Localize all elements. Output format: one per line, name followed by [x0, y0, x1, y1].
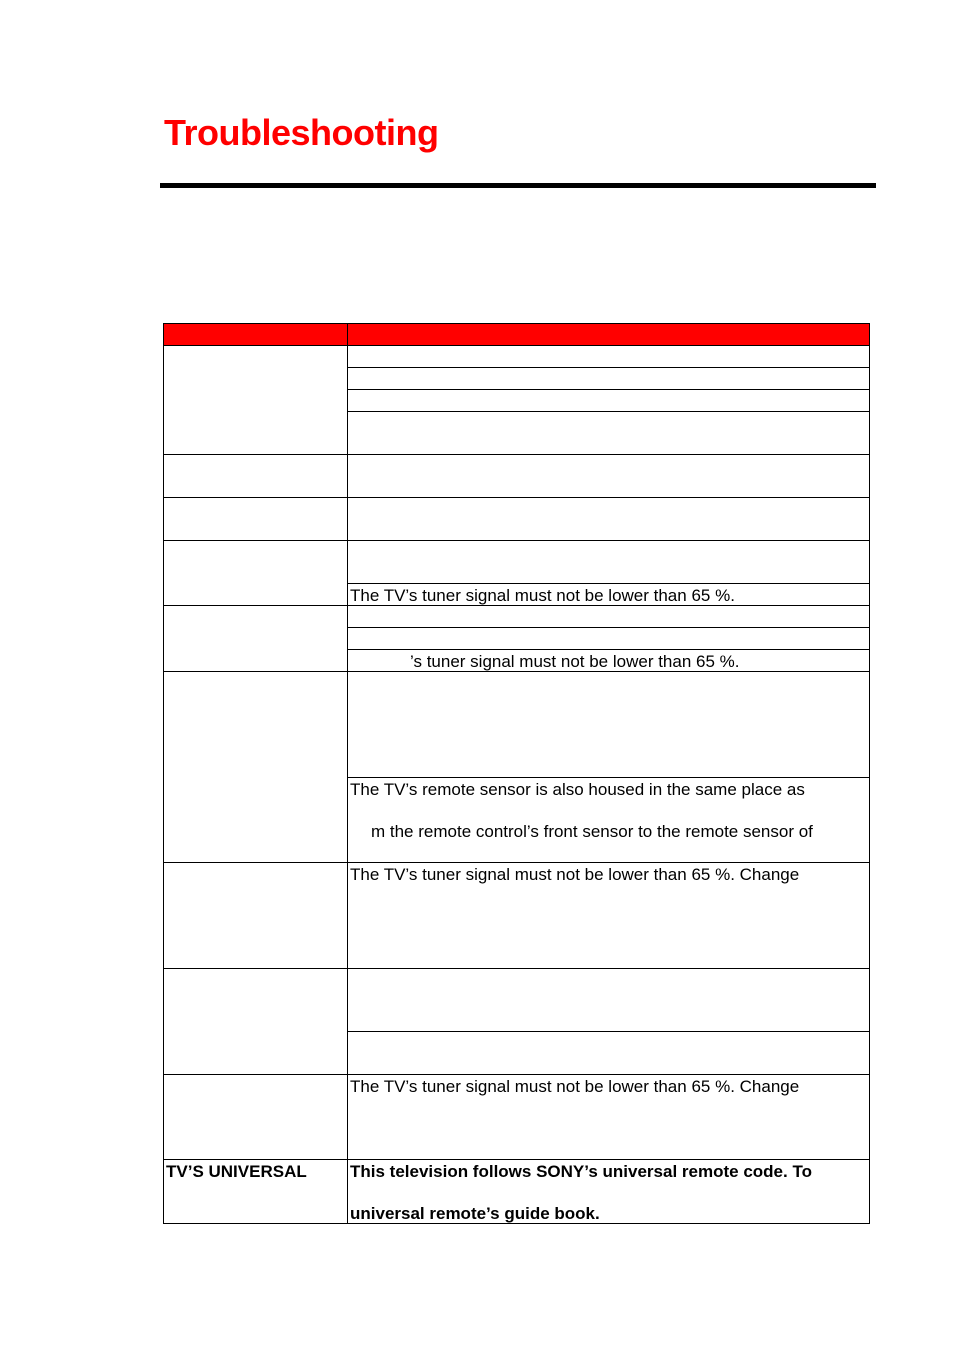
row-separator — [163, 1159, 870, 1160]
table-border — [163, 323, 870, 324]
table-header-solution — [347, 323, 870, 345]
sub-row-separator — [347, 411, 870, 412]
table-cell-solution-continued: m the remote control’s front sensor to the remote sensor of — [371, 822, 813, 841]
table-cell-solution: The TV’s tuner signal must not be lower than 65 %. Change — [350, 865, 800, 884]
table-cell-problem: TV’S UNIVERSAL — [166, 1162, 307, 1181]
row-separator — [163, 605, 870, 606]
sub-row-separator — [347, 649, 870, 650]
table-header-problem — [163, 323, 347, 345]
table-cell-solution-continued: universal remote’s guide book. — [350, 1204, 600, 1223]
row-separator — [163, 862, 870, 863]
row-separator — [163, 671, 870, 672]
sub-row-separator — [347, 1031, 870, 1032]
page-title: Troubleshooting — [164, 112, 439, 153]
sub-row-separator — [347, 627, 870, 628]
table-cell-solution — [347, 1032, 870, 1034]
row-separator — [163, 454, 870, 455]
table-cell-solution: ’s tuner signal must not be lower than 65 %. — [410, 652, 740, 671]
sub-row-separator — [347, 367, 870, 368]
table-border — [163, 323, 164, 1224]
row-separator — [163, 968, 870, 969]
title-divider — [160, 183, 876, 188]
sub-row-separator — [347, 389, 870, 390]
table-border — [163, 1223, 870, 1224]
row-separator — [163, 1074, 870, 1075]
sub-row-separator — [347, 777, 870, 778]
table-cell-solution: This television follows SONY’s universal remote code. To — [350, 1162, 812, 1181]
table-cell-solution: The TV’s tuner signal must not be lower than 65 %. Change — [350, 1077, 800, 1096]
table-border — [869, 323, 870, 1224]
troubleshooting-table — [163, 323, 870, 1224]
row-separator — [163, 497, 870, 498]
table-cell-solution: The TV’s tuner signal must not be lower than 65 %. — [350, 586, 735, 605]
row-separator — [163, 345, 870, 346]
sub-row-separator — [347, 583, 870, 584]
table-column-divider — [347, 323, 348, 1224]
table-cell-solution: The TV’s remote sensor is also housed in the same place as — [350, 780, 805, 799]
row-separator — [163, 540, 870, 541]
